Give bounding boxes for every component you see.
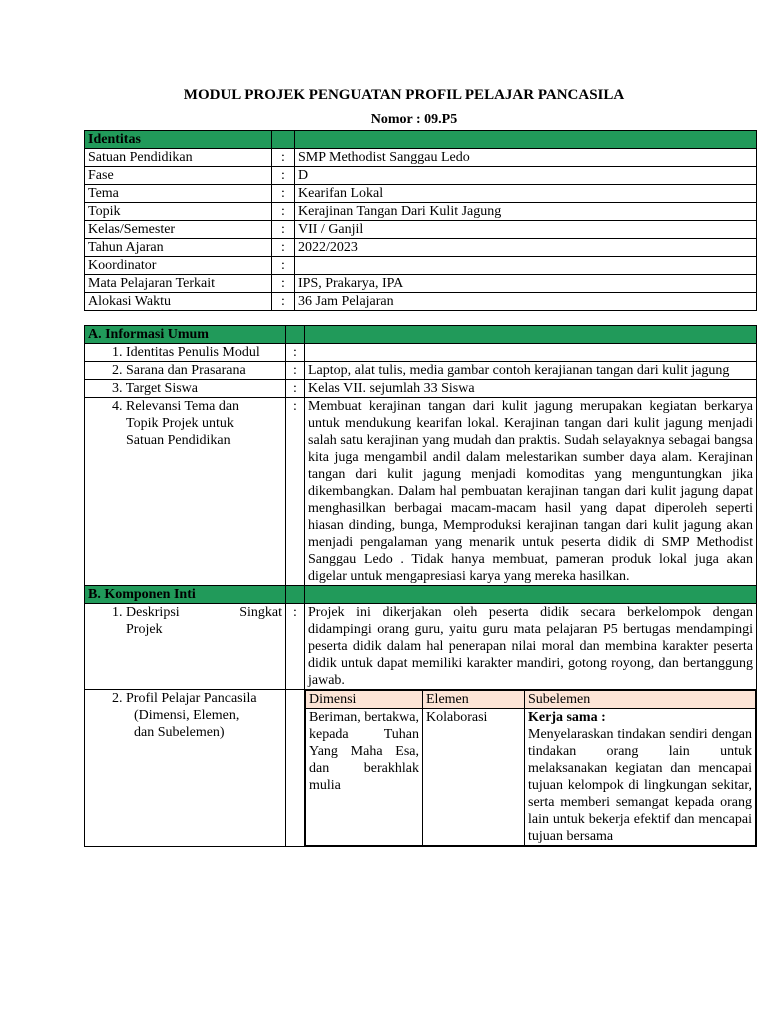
item-label: Identitas Penulis Modul bbox=[126, 345, 260, 360]
document-number: Nomor : 09.P5 bbox=[370, 112, 458, 127]
dimensi-cell: Beriman, bertakwa, kepada Tuhan Yang Maha Esa, dan berakhlak mulia bbox=[306, 709, 423, 846]
komponen-value: Projek ini dikerjakan oleh peserta didik secara berkelompok dengan didampingi orang guru, yaitu guru mata pelajaran P5 bertugas mendampingi peserta didik dalam hal penerapan nilai moral dan membina karakter peserta didik untuk dapat memiliki karakter mandiri, gotong royong, dan bertanggung jawab. bbox=[305, 604, 757, 690]
colon: : bbox=[286, 380, 305, 398]
identitas-row bbox=[85, 185, 757, 203]
item-label-line: Topik Projek untuk bbox=[126, 416, 234, 431]
informasi-umum-header-row bbox=[85, 326, 757, 344]
colon: : bbox=[286, 604, 305, 690]
item-number: 1. bbox=[112, 345, 123, 360]
identitas-value: 2022/2023 bbox=[295, 239, 757, 257]
item-label-line: (Dimensi, Elemen, bbox=[134, 708, 240, 723]
identitas-row bbox=[85, 257, 757, 275]
identitas-value bbox=[295, 257, 757, 275]
subelemen-text: Menyelaraskan tindakan sendiri dengan tindakan orang lain untuk melaksanakan kegiatan dan mencapai tujuan kelompok di lingkungan sekitar, serta memberi semangat kepada orang lain untuk bekerja efektif dan mencapai tujuan bersama bbox=[528, 727, 752, 844]
komponen-inti-header: B. Komponen Inti bbox=[85, 586, 286, 604]
identitas-label: Alokasi Waktu bbox=[85, 293, 272, 311]
subelemen-cell bbox=[525, 709, 756, 846]
identitas-row bbox=[85, 167, 757, 185]
colon: : bbox=[286, 398, 305, 586]
column-header: Dimensi bbox=[306, 691, 423, 709]
item-number: 4. bbox=[112, 399, 123, 414]
identitas-value: D bbox=[295, 167, 757, 185]
komponen-label bbox=[85, 690, 286, 847]
informasi-label bbox=[85, 344, 286, 362]
module-table bbox=[84, 325, 757, 847]
informasi-umum-header: A. Informasi Umum bbox=[85, 326, 286, 344]
identitas-row bbox=[85, 239, 757, 257]
informasi-label bbox=[85, 362, 286, 380]
informasi-value: Kelas VII. sejumlah 33 Siswa bbox=[305, 380, 757, 398]
identitas-row bbox=[85, 203, 757, 221]
colon: : bbox=[286, 344, 305, 362]
informasi-value bbox=[305, 344, 757, 362]
item-number: 2. bbox=[112, 363, 123, 378]
identitas-label: Mata Pelajaran Terkait bbox=[85, 275, 272, 293]
identitas-row bbox=[85, 221, 757, 239]
identitas-value: Kearifan Lokal bbox=[295, 185, 757, 203]
identitas-value: 36 Jam Pelajaran bbox=[295, 293, 757, 311]
colon: : bbox=[272, 275, 295, 293]
profil-cell bbox=[305, 690, 757, 847]
colon: : bbox=[272, 293, 295, 311]
item-label: Relevansi Tema dan bbox=[126, 399, 240, 414]
informasi-value: Laptop, alat tulis, media gambar contoh kerajianan tangan dari kulit jagung bbox=[305, 362, 757, 380]
identitas-label: Tahun Ajaran bbox=[85, 239, 272, 257]
item-number: 1. bbox=[112, 605, 123, 620]
identitas-header-row bbox=[85, 131, 757, 149]
informasi-row bbox=[85, 380, 757, 398]
identitas-label: Koordinator bbox=[85, 257, 272, 275]
identitas-value: IPS, Prakarya, IPA bbox=[295, 275, 757, 293]
profil-table bbox=[305, 690, 756, 846]
profil-row bbox=[306, 709, 756, 846]
komponen-label bbox=[85, 604, 286, 690]
informasi-label bbox=[85, 398, 286, 586]
item-label-line: dan Subelemen) bbox=[134, 725, 225, 740]
colon: : bbox=[272, 185, 295, 203]
identitas-table bbox=[84, 130, 757, 311]
colon: : bbox=[272, 149, 295, 167]
komponen-inti-header-row bbox=[85, 586, 757, 604]
informasi-row bbox=[85, 362, 757, 380]
colon: : bbox=[272, 167, 295, 185]
colon: : bbox=[272, 239, 295, 257]
elemen-cell: Kolaborasi bbox=[423, 709, 525, 846]
item-label: Singkat bbox=[239, 605, 282, 620]
item-label: Profil Pelajar Pancasila bbox=[126, 691, 257, 706]
identitas-value: Kerajinan Tangan Dari Kulit Jagung bbox=[295, 203, 757, 221]
column-header: Elemen bbox=[423, 691, 525, 709]
identitas-label: Satuan Pendidikan bbox=[85, 149, 272, 167]
colon: : bbox=[272, 257, 295, 275]
identitas-row bbox=[85, 293, 757, 311]
informasi-label bbox=[85, 380, 286, 398]
identitas-row bbox=[85, 149, 757, 167]
item-label-line: Satuan Pendidikan bbox=[126, 433, 231, 448]
identitas-header: Identitas bbox=[85, 131, 272, 149]
informasi-row bbox=[85, 344, 757, 362]
colon: : bbox=[272, 221, 295, 239]
colon: : bbox=[286, 362, 305, 380]
profil-header-row bbox=[306, 691, 756, 709]
komponen-row bbox=[85, 690, 757, 847]
identitas-label: Topik bbox=[85, 203, 272, 221]
item-label: Deskripsi bbox=[126, 605, 180, 620]
item-label: Sarana dan Prasarana bbox=[126, 363, 246, 378]
identitas-label: Kelas/Semester bbox=[85, 221, 272, 239]
colon: : bbox=[272, 203, 295, 221]
identitas-label: Fase bbox=[85, 167, 272, 185]
item-number: 2. bbox=[112, 691, 123, 706]
document-title: MODUL PROJEK PENGUATAN PROFIL PELAJAR PANCASILA bbox=[183, 87, 625, 103]
identitas-label: Tema bbox=[85, 185, 272, 203]
identitas-value: SMP Methodist Sanggau Ledo bbox=[295, 149, 757, 167]
informasi-value: Membuat kerajinan tangan dari kulit jagung merupakan kegiatan berkarya untuk mendukung kearifan lokal. Kerajinan tangan dari kulit jagung menjadi salah satu kerajinan yang mudah dan praktis. Sudah selayaknya sebagai bangsa kita juga mengambil andil dalam melestarikan sumber daya alam. Kerajinan tangan dari kulit jagung menjadi komoditas yang menguntungkan jika dikembangkan. Dalam hal pembuatan kerajinan tangan dari kulit jagung dapat menghasilkan berbagai macam-macam hasil yang dapat diperoleh seperti hiasan dinding, bunga, Memproduksi kerajinan tangan dari kulit jagung akan menjadi pengalaman yang menarik untuk peserta didik di SMP Methodist Sanggau Ledo . Tidak hanya membuat, pameran produk lokal juga akan digelar untuk mengapresiasi karya yang mereka hasilkan. bbox=[305, 398, 757, 586]
item-number: 3. bbox=[112, 381, 123, 396]
subelemen-title: Kerja sama : bbox=[528, 710, 606, 725]
komponen-row bbox=[85, 604, 757, 690]
column-header: Subelemen bbox=[525, 691, 756, 709]
identitas-value: VII / Ganjil bbox=[295, 221, 757, 239]
informasi-row bbox=[85, 398, 757, 586]
item-label: Target Siswa bbox=[125, 381, 198, 396]
item-label-line: Projek bbox=[126, 622, 163, 637]
identitas-row bbox=[85, 275, 757, 293]
